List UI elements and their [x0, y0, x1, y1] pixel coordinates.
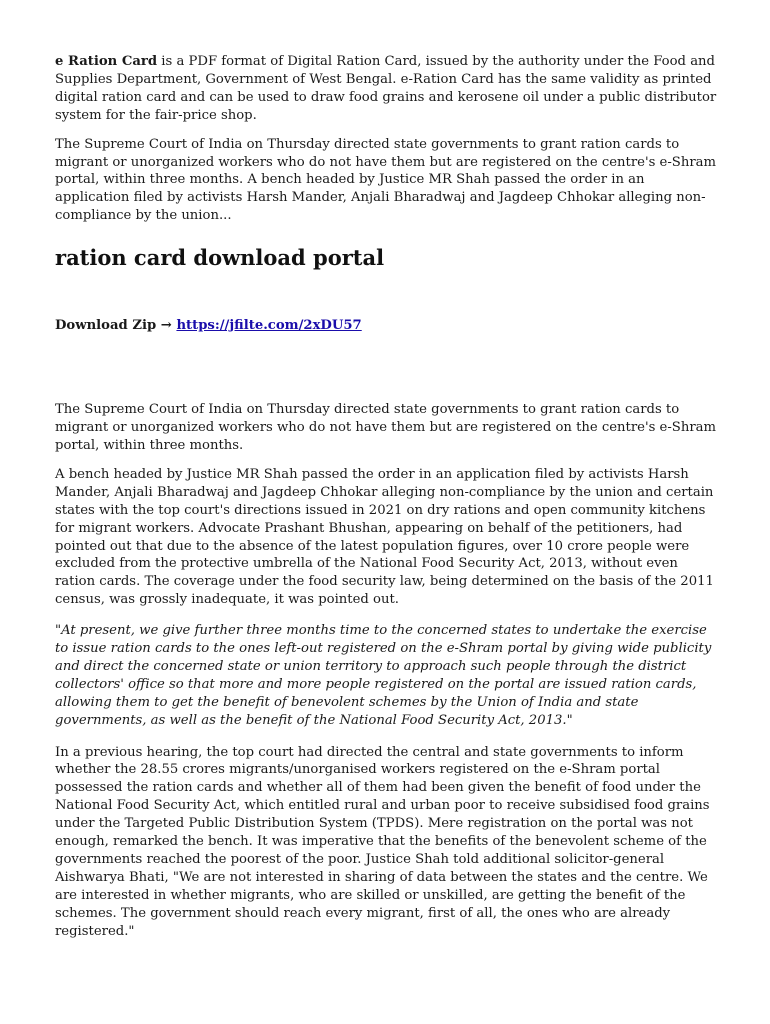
article-paragraph-2: A bench headed by Justice MR Shah passed the order in an application filed by activists Harsh Mander, Anjali Bharadwaj and Jagdeep Chhokar alleging non-compliance by the union and certain states with the top court's directions issued in 2021 on dry rations and open community kitchens for migrant workers. Advocate Prashant Bhushan, appearing on behalf of the petitioners, had pointed out that due to the absence of the latest population figures, over 10 crore people were excluded from the protective umbrella of the National Food Security Act, 2013, without even ration cards. The coverage under the food security law, being determined on the basis of the 2011 census, was grossly inadequate, it was pointed out.: [55, 466, 714, 608]
quote-text: At present, we give further three months time to the concerned states to undertake the exercise to issue ration cards to the ones left-out registered on the e-Shram portal by giving wide publicity and direct the concerned state or union territory to approach such people through the district collectors' office so that more and more people registered on the portal are issued ration cards, allowing them to get the benefit of benevolent schemes by the Union of India and state governments, as well as the benefit of the National Food Security Act, 2013.: [55, 623, 712, 728]
download-link[interactable]: https://jfilte.com/2xDU57: [176, 318, 362, 334]
document-page: [55, 53, 717, 941]
download-line: [55, 317, 717, 335]
intro-paragraph: [55, 53, 717, 125]
quote-paragraph: [55, 622, 717, 729]
quote-open-mark: ": [55, 623, 62, 639]
download-label: Download Zip →: [55, 318, 177, 334]
quote-close-mark: ": [566, 712, 573, 728]
section-heading: ration card download portal: [55, 245, 385, 271]
summary-paragraph: The Supreme Court of India on Thursday directed state governments to grant ration cards to migrant or unorganized workers who do not have them but are registered on the centre's e-Shram portal, within three months. A bench headed by Justice MR Shah passed the order in an application filed by activists Harsh Mander, Anjali Bharadwaj and Jagdeep Chhokar alleging non-compliance by the union...: [55, 136, 716, 224]
intro-term: e Ration Card: [55, 54, 158, 69]
intro-text: is a PDF format of Digital Ration Card, issued by the authority under the Food and Supplies Department, Government of West Bengal. e-Ration Card has the same validity as printed digital ration card and can be used to draw food grains and kerosene oil under a public distributor system for the fair-price shop.: [55, 54, 717, 123]
article-paragraph-1: The Supreme Court of India on Thursday directed state governments to grant ration cards to migrant or unorganized workers who do not have them but are registered on the centre's e-Shram portal, within three months.: [55, 402, 716, 453]
article-paragraph-4: In a previous hearing, the top court had directed the central and state governments to inform whether the 28.55 crores migrants/unorganised workers registered on the e-Shram portal possessed the ration cards and whether all of them had been given the benefit of food under the National Food Security Act, which entitled rural and urban poor to receive subsidised food grains under the Targeted Public Distribution System (TPDS). Mere registration on the portal was not enough, remarked the bench. It was imperative that the benefits of the benevolent scheme of the governments reached the poorest of the poor. Justice Shah told additional solicitor-general Aishwarya Bhati, "We are not interested in sharing of data between the states and the centre. We are interested in whether migrants, who are skilled or unskilled, are getting the benefit of the schemes. The government should reach every migrant, first of all, the ones who are already registered.": [55, 744, 710, 939]
